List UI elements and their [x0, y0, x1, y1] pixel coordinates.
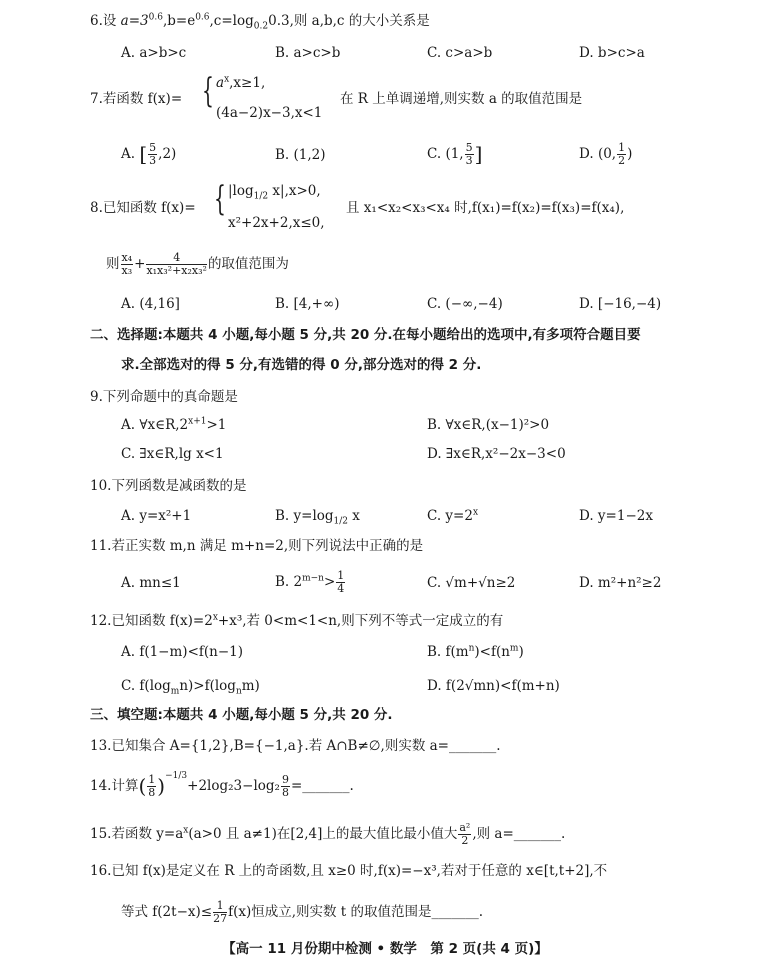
q15-text: 15.若函数 $y=a^x(a>0$ 且 a≠1)在[2,4]上的最大值比最小值大 $\frac{\text{a²}}{2}$ ,则 a=_______.	[90, 821, 566, 847]
q8-left-brace: {	[214, 179, 226, 219]
q10-option-a: A. y=x²+1	[121, 508, 192, 524]
q12-stem: 12.已知函数 $f(x)=2^x+x^3$,若 0<m<1<n,则下列不等式一定成立的有	[90, 612, 504, 629]
q12-option-b: B. $f(m^n)<f(n^m)$	[427, 643, 524, 660]
section-2-heading: 二、选择题:本题共 4 小题,每小题 5 分,共 20 分.在每小题给出的选项中,有多项符合题目要	[90, 327, 641, 343]
q9-option-c: C. ∃x∈R,lg x<1	[121, 446, 224, 462]
q8-case-1: $|\log_{1/2}$ x|,x>0,	[228, 183, 321, 202]
q16-line-2: 等式 f(2t−x)≤ $\frac{1}{27}$ f(x)恒成立,则实数 t 的取值范围是_______.	[121, 899, 484, 925]
q6-option-d: D. b>c>a	[579, 45, 645, 61]
q8-stem-suffix: 且 x₁<x₂<x₃<x₄ 时,f(x₁)=f(x₂)=f(x₃)=f(x₄),	[346, 200, 625, 216]
q7-option-d: D. (0, $\frac{1}{2}$ )	[579, 141, 633, 167]
q11-option-b: B. $2^{m-n}>$ $\frac{1}{4}$	[275, 569, 345, 595]
q12-option-a: A. f(1−m)<f(n−1)	[121, 644, 244, 660]
q7-case-1: $a^x,x\ge 1$,	[216, 74, 266, 91]
q10-option-b: B. $y=\log_{1/2}$ x	[275, 508, 360, 527]
q14-text: 14.计算( $\frac{1}{8}$ )$^{-1/3}$+2log₂3−log₂ $\frac{9}{8}$ =_______.	[90, 771, 354, 799]
q8-stem-prefix: 8.已知函数 f(x)=	[90, 200, 196, 216]
q6-option-c: C. c>a>b	[427, 45, 493, 61]
q12-option-d: D. f(2√mn)<f(m+n)	[427, 678, 560, 694]
section-2-heading-cont: 求.全部选对的得 5 分,有选错的得 0 分,部分选对的得 2 分.	[121, 357, 482, 373]
q11-option-a: A. mn≤1	[121, 575, 181, 591]
q7-stem-prefix: 7.若函数 f(x)=	[90, 91, 183, 107]
q6-stem: 6.设 $a=3^{0.6},b=e^{0.6},c=\log_{0.2}0.3$,则 a,b,c 的大小关系是	[90, 12, 430, 32]
q7-left-brace: {	[202, 71, 214, 111]
q13-text: 13.已知集合 A={1,2},B={−1,a}.若 A∩B≠∅,则实数 a=_______.	[90, 738, 501, 754]
q7-option-c: C. (1, $\frac{5}{3}$ ]	[427, 141, 483, 167]
q7-option-b: B. (1,2)	[275, 147, 326, 163]
q10-option-c: C. $y=2^x$	[427, 507, 479, 524]
q9-option-b: B. ∀x∈R,(x−1)²>0	[427, 417, 550, 433]
q8-expression: 则 $\frac{\text{x₄}}{\text{x₃}}$ + $\frac{4}{\text{x₁x₃²+x₂x₃²}}$ 的取值范围为	[106, 251, 289, 277]
q12-option-c: C. $f(\log_mn)>f(\log_nm)$	[121, 678, 260, 697]
q7-case-2: (4a−2)x−3,x<1	[216, 105, 323, 121]
q9-option-a: A. $\forall x\in R,2^{x+1}>1$	[121, 416, 227, 433]
q9-option-d: D. ∃x∈R,x²−2x−3<0	[427, 446, 566, 462]
q11-stem: 11.若正实数 m,n 满足 m+n=2,则下列说法中正确的是	[90, 538, 424, 554]
q7-stem-suffix: 在 R 上单调递增,则实数 a 的取值范围是	[340, 91, 583, 107]
section-3-heading: 三、填空题:本题共 4 小题,每小题 5 分,共 20 分.	[90, 707, 393, 723]
q10-stem: 10.下列函数是减函数的是	[90, 478, 247, 494]
q6-option-a: A. a>b>c	[121, 45, 187, 61]
page-footer: 【高一 11 月份期中检测 • 数学 第 2 页(共 4 页)】	[222, 941, 548, 957]
q9-stem: 9.下列命题中的真命题是	[90, 389, 238, 405]
q8-option-a: A. (4,16]	[121, 296, 180, 312]
q8-option-b: B. [4,+∞)	[275, 296, 340, 312]
q8-option-c: C. (−∞,−4)	[427, 296, 503, 312]
q11-option-c: C. √m+√n≥2	[427, 575, 516, 591]
q8-option-d: D. [−16,−4)	[579, 296, 662, 312]
q16-line-1: 16.已知 f(x)是定义在 R 上的奇函数,且 x≥0 时,f(x)=−x³,若对于任意的 x∈[t,t+2],不	[90, 863, 608, 879]
q11-option-d: D. m²+n²≥2	[579, 575, 662, 591]
q8-case-2: x²+2x+2,x≤0,	[228, 215, 325, 231]
q10-option-d: D. y=1−2x	[579, 508, 653, 524]
q6-option-b: B. a>c>b	[275, 45, 341, 61]
q7-option-a: A. [ $\frac{5}{3}$ ,2)	[121, 141, 177, 167]
